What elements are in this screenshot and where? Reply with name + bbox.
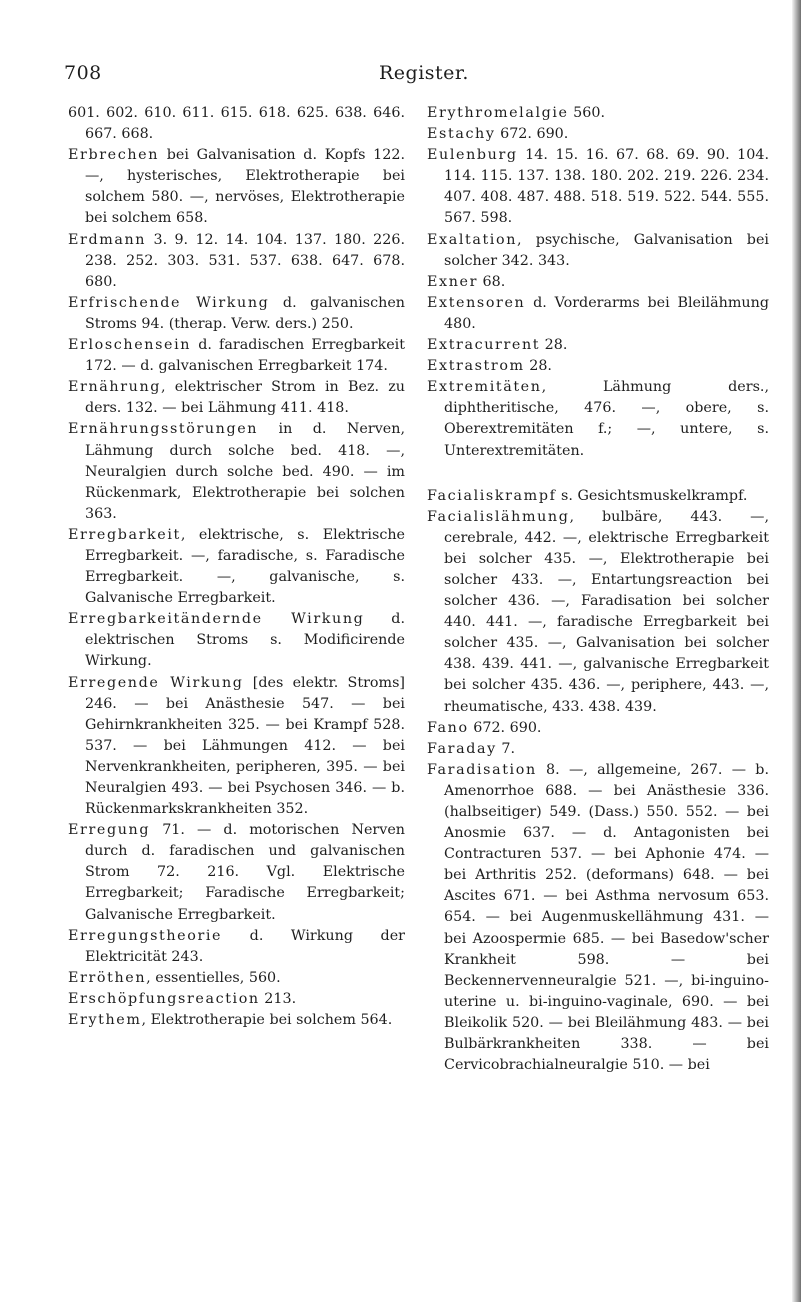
entry-references: , essentielles, 560. bbox=[146, 969, 281, 986]
page-number: 708 bbox=[64, 62, 102, 84]
entry-references: 601. 602. 610. 611. 615. 618. 625. 638. 646. 667. 668. bbox=[68, 105, 405, 143]
entry-headword: Erfrischende Wirkung bbox=[68, 294, 270, 311]
entry-references: , Lähmung ders., diphtheritische, 476. —, obere, s. Oberextremitäten f.; —, untere, s. Unterextremitäten. bbox=[444, 379, 769, 459]
index-entry bbox=[427, 103, 769, 124]
entry-headword: Ernährungsstörungen bbox=[68, 421, 259, 438]
entry-headword: Extrastrom bbox=[427, 358, 525, 375]
index-entry bbox=[68, 293, 405, 335]
left-column bbox=[68, 103, 405, 1031]
index-entry bbox=[427, 145, 769, 229]
entry-references: [des elektr. Stroms] 246. — bei Anästhesie 547. — bei Gehirnkrankheiten 325. — bei Krampf 528. 537. — bei Lähmungen 412. — bei Nervenkrankheiten, peripheren, 395. — bei Neuralgien 493. — bei Psychosen 346. — b. Rückenmarkskrankheiten 352. bbox=[85, 674, 406, 818]
entry-headword: Faraday bbox=[427, 740, 497, 757]
entry-references: 8. —, allgemeine, 267. — b. Amenorrhoe 688. — bei Anästhesie 336. (halbseitiger) 549. (Dass.) 550. 552. — bei Anosmie 637. — d. Antagonisten bei Contracturen 537. — bei Aphonie 474. — bei Arthritis 252. (deformans) 648. — bei Ascites 671. — bei Asthma nervosum 653. 654. — bei Augenmuskellähmung 431. — bei Azoospermie 685. — bei Basedow'scher Krankheit 598. — bei Beckennervenneuralgie 521. —, bi-inguino-uterine u. bi-inguino-vaginale, 690. — bei Bleikolik 520. — bei Bleilähmung 483. — bei Bulbärkrankheiten 338. — bei Cervicobrachialneuralgie 510. — bei bbox=[444, 761, 769, 1074]
entry-headword: Erregbarkeitändernde Wirkung bbox=[68, 611, 365, 628]
entry-references: d. Wirkung der Elektricität 243. bbox=[85, 927, 405, 965]
index-entry bbox=[427, 507, 769, 718]
entry-references: d. faradischen Erregbarkeit 172. — d. galvanischen Erregbarkeit 174. bbox=[85, 337, 405, 375]
index-entry bbox=[427, 486, 769, 507]
index-entry bbox=[427, 739, 769, 760]
entry-headword: Erregungstheorie bbox=[68, 927, 223, 944]
entry-headword: Erythem bbox=[68, 1012, 142, 1029]
index-entry bbox=[427, 272, 769, 293]
index-entry bbox=[68, 335, 405, 377]
index-entry bbox=[427, 293, 769, 335]
right-column bbox=[427, 103, 769, 1076]
index-entry bbox=[68, 989, 405, 1010]
entry-references: 14. 15. 16. 67. 68. 69. 90. 104. 114. 115. 137. 138. 180. 202. 219. 226. 234. 407. 408. 487. 488. 518. 519. 522. 544. 555. 567. 598. bbox=[444, 147, 769, 227]
entry-references: , Elektrotherapie bei solchem 564. bbox=[141, 1012, 393, 1029]
index-entry bbox=[427, 718, 769, 739]
index-entry bbox=[68, 103, 405, 145]
entry-references: 7. bbox=[496, 740, 515, 757]
entry-references: 672. 690. bbox=[495, 126, 569, 143]
entry-references: 71. — d. motorischen Nerven durch d. faradischen und galvanischen Strom 72. 216. Vgl. Elektrische Erregbarkeit; Faradische Erregbarkeit; Galvanische Erregbarkeit. bbox=[85, 822, 405, 923]
entry-headword: Erbrechen bbox=[68, 147, 160, 164]
page-edge-shadow bbox=[792, 0, 801, 1302]
page-title: Register. bbox=[379, 62, 469, 84]
index-entry bbox=[427, 377, 769, 461]
entry-references: , psychische, Galvanisation bei solcher 342. 343. bbox=[444, 231, 769, 269]
entry-references: , elektrische, s. Elektrische Erregbarkeit. —, faradische, s. Faradische Erregbarkeit. —, galvanische, s. Galvanische Erregbarkeit. bbox=[85, 526, 405, 607]
index-entry bbox=[427, 335, 769, 356]
entry-headword: Extremitäten bbox=[427, 379, 542, 396]
entry-references: 28. bbox=[540, 337, 568, 354]
entry-references: 672. 690. bbox=[468, 719, 542, 736]
entry-headword: Erröthen bbox=[68, 969, 147, 986]
index-entry bbox=[68, 419, 405, 524]
entry-headword: Erregbarkeit bbox=[68, 526, 181, 543]
entry-headword: Exner bbox=[427, 273, 479, 290]
index-entry bbox=[68, 145, 405, 229]
entry-headword: Erdmann bbox=[68, 231, 147, 248]
entry-references: bei Galvanisation d. Kopfs 122. —, hysterisches, Elektrotherapie bei solchem 580. —, nervöses, Elektrotherapie bei solchem 658. bbox=[85, 147, 405, 227]
entry-headword: Facialislähmung bbox=[427, 508, 570, 525]
entry-references: d. Vorderarms bei Bleilähmung 480. bbox=[444, 294, 769, 332]
entry-references: 213. bbox=[259, 990, 297, 1007]
entry-references: s. Gesichtsmuskelkrampf. bbox=[556, 487, 748, 504]
entry-references: in d. Nerven, Lähmung durch solche bed. 418. —, Neuralgien durch solche bed. 490. — im Rückenmark, Elektrotherapie bei solchen 363. bbox=[85, 421, 405, 522]
index-entry bbox=[68, 377, 405, 419]
entry-headword: Eulenburg bbox=[427, 147, 518, 164]
entry-references: 3. 9. 12. 14. 104. 137. 180. 226. 238. 252. 303. 531. 537. 638. 647. 678. 680. bbox=[85, 231, 405, 290]
index-entry bbox=[427, 124, 769, 145]
index-entry bbox=[68, 609, 405, 672]
entry-headword: Estachy bbox=[427, 126, 496, 143]
entry-references: 560. bbox=[568, 105, 606, 121]
index-entry bbox=[427, 356, 769, 377]
entry-headword: Faradisation bbox=[427, 761, 537, 778]
entry-references: 28. bbox=[524, 358, 552, 375]
entry-headword: Extracurrent bbox=[427, 337, 541, 354]
entry-headword: Facialiskrampf bbox=[427, 487, 557, 504]
entry-headword: Erythromelalgie bbox=[427, 105, 569, 121]
entry-headword: Erloschensein bbox=[68, 337, 192, 354]
index-entry bbox=[427, 760, 769, 1076]
entry-headword: Exaltation bbox=[427, 231, 517, 248]
index-entry bbox=[68, 230, 405, 293]
entry-headword: Erregende Wirkung bbox=[68, 674, 244, 691]
entry-headword: Ernährung bbox=[68, 379, 162, 396]
index-entry bbox=[68, 1010, 405, 1031]
index-entry bbox=[68, 968, 405, 989]
entry-references: , bulbäre, 443. —, cerebrale, 442. —, elektrische Erregbarkeit bei solcher 435. —, Elektrotherapie bei solcher 433. —, Entartungsreaction bei solcher 436. —, Faradisation bei solcher 440. 441. —, faradische Erregbarkeit bei solcher 435. —, Galvanisation bei solcher 438. 439. 441. —, galvanische Erregbarkeit bei solcher 435. 436. —, periphere, 443. —, rheumatische, 433. 438. 439. bbox=[444, 508, 769, 715]
entry-references: 68. bbox=[478, 273, 506, 290]
entry-headword: Fano bbox=[427, 719, 469, 736]
entry-headword: Erregung bbox=[68, 822, 151, 839]
entry-references: d. galvanischen Stroms 94. (therap. Verw. ders.) 250. bbox=[85, 294, 405, 332]
index-entry bbox=[68, 525, 405, 609]
index-entry bbox=[68, 673, 405, 821]
entry-headword: Extensoren bbox=[427, 294, 526, 311]
index-entry bbox=[68, 820, 405, 925]
index-entry bbox=[427, 230, 769, 272]
entry-references: , elektrischer Strom in Bez. zu ders. 132. — bei Lähmung 411. 418. bbox=[85, 379, 405, 417]
index-entry bbox=[68, 926, 405, 968]
entry-headword: Erschöpfungsreaction bbox=[68, 990, 260, 1007]
entry-references: d. elektrischen Stroms s. Modificirende Wirkung. bbox=[85, 611, 405, 670]
